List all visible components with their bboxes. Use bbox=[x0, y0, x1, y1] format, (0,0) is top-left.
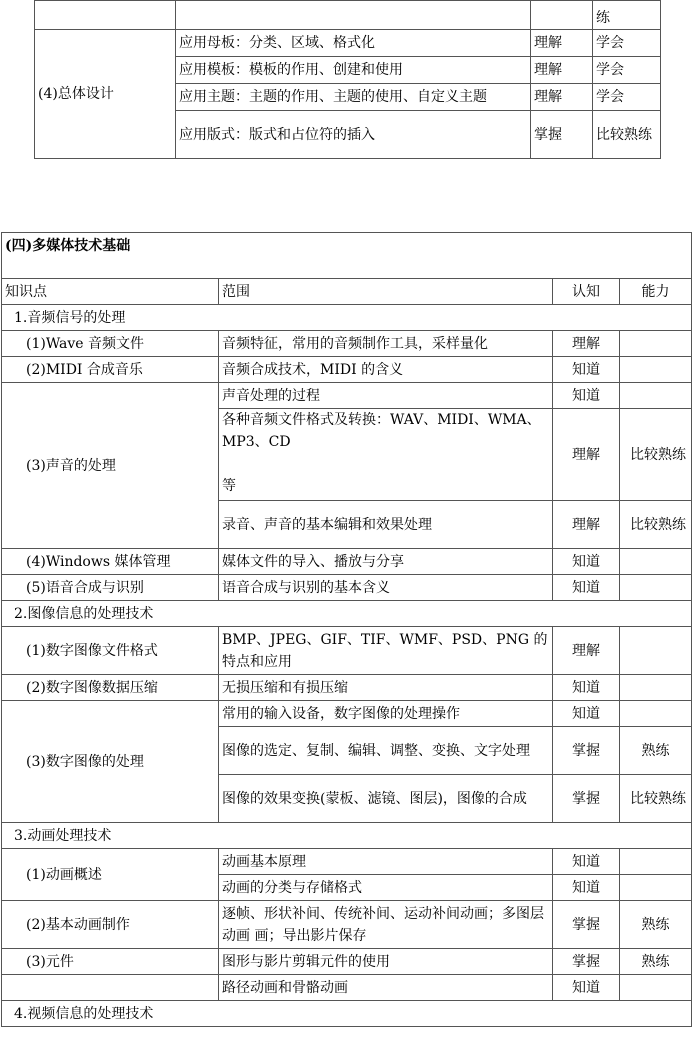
range-cell: 常用的输入设备，数字图像的处理操作 bbox=[219, 701, 553, 727]
range-cell: 图形与影片剪辑元件的使用 bbox=[219, 949, 553, 975]
knowledge-point-cell: (1)数字图像文件格式 bbox=[2, 627, 219, 675]
range-cell: 逐帧、形状补间、传统补间、运动补间动画；多图层动画 画；导出影片保存 bbox=[219, 901, 553, 949]
ability-cell: 学会 bbox=[593, 30, 661, 57]
cognition-cell: 知道 bbox=[553, 975, 620, 1001]
ability-cell: 熟练 bbox=[620, 949, 692, 975]
range-cell: 图像的效果变换(蒙板、滤镜、图层)，图像的合成 bbox=[219, 775, 553, 823]
ability-cell bbox=[620, 849, 692, 875]
knowledge-point-cell: (5)语音合成与识别 bbox=[2, 575, 219, 601]
range-cell: 应用主题：主题的作用、主题的使用、自定义主题 bbox=[176, 84, 531, 111]
table-row bbox=[2, 901, 692, 949]
range-cell: 应用版式：版式和占位符的插入 bbox=[176, 111, 531, 159]
section-heading: 1.音频信号的处理 bbox=[2, 305, 692, 331]
cognition-cell: 理解 bbox=[553, 409, 620, 501]
ability-cell bbox=[620, 549, 692, 575]
range-cell: 声音处理的过程 bbox=[219, 383, 553, 409]
knowledge-point-cell: (2)数字图像数据压缩 bbox=[2, 675, 219, 701]
cognition-cell: 知道 bbox=[553, 575, 620, 601]
section-heading: 3.动画处理技术 bbox=[2, 823, 692, 849]
cognition-cell: 理解 bbox=[553, 627, 620, 675]
range-cell: 语音合成与识别的基本含义 bbox=[219, 575, 553, 601]
header-knowledge-point: 知识点 bbox=[2, 279, 219, 305]
knowledge-point-cell: (3)声音的处理 bbox=[2, 383, 219, 549]
table-row bbox=[2, 975, 692, 1001]
section-title: (四)多媒体技术基础 bbox=[2, 233, 692, 279]
table-row bbox=[2, 849, 692, 875]
ability-cell: 比较熟练 bbox=[593, 111, 661, 159]
range-cell: 图像的选定、复制、编辑、调整、变换、文字处理 bbox=[219, 727, 553, 775]
range-cell: 无损压缩和有损压缩 bbox=[219, 675, 553, 701]
table-row bbox=[35, 1, 661, 30]
cognition-cell: 掌握 bbox=[553, 727, 620, 775]
cognition-cell: 理解 bbox=[531, 30, 593, 57]
range-text: 各种音频文件格式及转换：WAV、MIDI、WMA、MP3、CD bbox=[222, 412, 541, 450]
table-row bbox=[35, 30, 661, 57]
header-ability: 能力 bbox=[620, 279, 692, 305]
table-row bbox=[2, 357, 692, 383]
range-cell: 媒体文件的导入、播放与分享 bbox=[219, 549, 553, 575]
cognition-cell bbox=[531, 1, 593, 30]
range-cell: 音频合成技术，MIDI 的含义 bbox=[219, 357, 553, 383]
knowledge-point-cell: (2)基本动画制作 bbox=[2, 901, 219, 949]
cognition-cell: 知道 bbox=[553, 383, 620, 409]
ability-cell: 学会 bbox=[593, 57, 661, 84]
section-row bbox=[2, 601, 692, 627]
ability-cell: 熟练 bbox=[620, 727, 692, 775]
ability-cell bbox=[620, 575, 692, 601]
knowledge-point-cell: (3)元件 bbox=[2, 949, 219, 975]
requirements-table-continued bbox=[34, 0, 661, 159]
section-row bbox=[2, 1001, 692, 1027]
range-cell: 动画基本原理 bbox=[219, 849, 553, 875]
header-range: 范围 bbox=[219, 279, 553, 305]
cognition-cell: 掌握 bbox=[553, 775, 620, 823]
cognition-cell: 掌握 bbox=[553, 901, 620, 949]
cognition-cell: 理解 bbox=[531, 57, 593, 84]
ability-cell bbox=[620, 875, 692, 901]
cognition-cell: 理解 bbox=[531, 84, 593, 111]
range-text-cont: 等 bbox=[222, 478, 236, 494]
section-heading: 4.视频信息的处理技术 bbox=[2, 1001, 692, 1027]
ability-cell bbox=[620, 357, 692, 383]
table-row bbox=[2, 383, 692, 409]
table-title-row bbox=[2, 233, 692, 279]
knowledge-point-cell: (4)总体设计 bbox=[35, 30, 176, 159]
cognition-cell: 掌握 bbox=[553, 949, 620, 975]
cognition-cell: 掌握 bbox=[531, 111, 593, 159]
table-row bbox=[2, 949, 692, 975]
section-row bbox=[2, 823, 692, 849]
ability-cell: 学会 bbox=[593, 84, 661, 111]
knowledge-point-cell: (4)Windows 媒体管理 bbox=[2, 549, 219, 575]
cognition-cell: 理解 bbox=[553, 501, 620, 549]
range-cell: 录音、声音的基本编辑和效果处理 bbox=[219, 501, 553, 549]
ability-cell bbox=[620, 975, 692, 1001]
range-cell bbox=[176, 1, 531, 30]
ability-cell bbox=[620, 383, 692, 409]
header-cognition: 认知 bbox=[553, 279, 620, 305]
range-cell: 路径动画和骨骼动画 bbox=[219, 975, 553, 1001]
range-cell: 应用模板：模板的作用、创建和使用 bbox=[176, 57, 531, 84]
table-header-row bbox=[2, 279, 692, 305]
table-row bbox=[2, 701, 692, 727]
cognition-cell: 知道 bbox=[553, 357, 620, 383]
cognition-cell: 知道 bbox=[553, 701, 620, 727]
section-row bbox=[2, 305, 692, 331]
ability-cell bbox=[620, 701, 692, 727]
cognition-cell: 知道 bbox=[553, 875, 620, 901]
ability-cell: 比较熟练 bbox=[620, 775, 692, 823]
cognition-cell: 知道 bbox=[553, 675, 620, 701]
table-row bbox=[2, 549, 692, 575]
ability-cell bbox=[620, 331, 692, 357]
table-row bbox=[2, 627, 692, 675]
range-cell: BMP、JPEG、GIF、TIF、WMF、PSD、PNG 的特点和应用 bbox=[219, 627, 553, 675]
knowledge-point-cell: (3)数字图像的处理 bbox=[2, 701, 219, 823]
ability-cell: 比较熟练 bbox=[620, 501, 692, 549]
knowledge-point-cell: (2)MIDI 合成音乐 bbox=[2, 357, 219, 383]
knowledge-point-cell bbox=[35, 1, 176, 30]
range-cell: 应用母板：分类、区域、格式化 bbox=[176, 30, 531, 57]
ability-cell: 练 bbox=[593, 1, 661, 30]
table-row bbox=[2, 331, 692, 357]
cognition-cell: 理解 bbox=[553, 331, 620, 357]
table-row bbox=[2, 575, 692, 601]
section-heading: 2.图像信息的处理技术 bbox=[2, 601, 692, 627]
cognition-cell: 知道 bbox=[553, 849, 620, 875]
multimedia-requirements-table bbox=[1, 232, 692, 1027]
knowledge-point-cell: (1)Wave 音频文件 bbox=[2, 331, 219, 357]
range-cell bbox=[219, 409, 553, 501]
knowledge-point-cell bbox=[2, 975, 219, 1001]
ability-cell bbox=[620, 627, 692, 675]
range-cell: 音频特征，常用的音频制作工具，采样量化 bbox=[219, 331, 553, 357]
ability-cell bbox=[620, 675, 692, 701]
knowledge-point-cell: (1)动画概述 bbox=[2, 849, 219, 901]
ability-cell: 熟练 bbox=[620, 901, 692, 949]
ability-cell: 比较熟练 bbox=[620, 409, 692, 501]
range-cell: 动画的分类与存储格式 bbox=[219, 875, 553, 901]
cognition-cell: 知道 bbox=[553, 549, 620, 575]
table-row bbox=[2, 675, 692, 701]
